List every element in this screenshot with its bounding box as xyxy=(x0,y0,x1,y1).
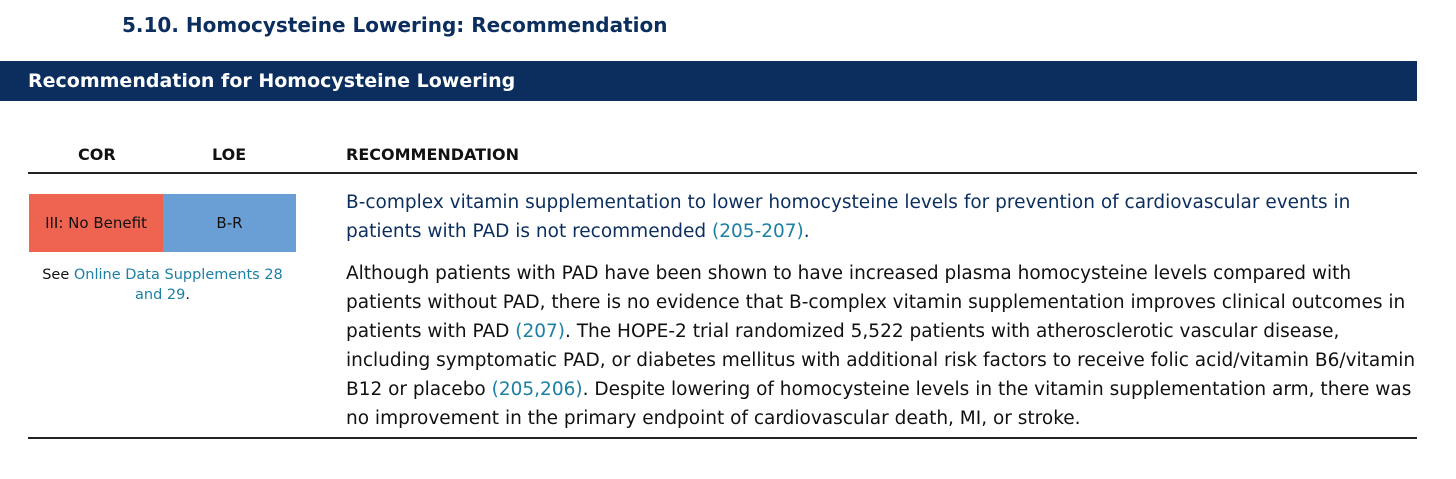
section-title: 5.10. Homocysteine Lowering: Recommendation xyxy=(122,13,668,37)
recommendation-column-header: RECOMMENDATION xyxy=(346,145,520,164)
loe-badge: B-R xyxy=(163,194,296,252)
supportive-text-part1: Although patients with PAD have been shown to have increased plasma homocysteine levels compared with patients without PAD, there is no evidence that B-complex vitamin supplementation improves clinical outcomes in patients with PAD xyxy=(346,263,1406,342)
recommendation-text: B-complex vitamin supplementation to lower homocysteine levels for prevention of cardiovascular events in patients with PAD is not recommended xyxy=(346,192,1351,242)
reference-link-205-207[interactable]: (205-207) xyxy=(712,221,804,242)
data-supplement-link[interactable]: Online Data Supplements 28 and 29 xyxy=(73,267,283,303)
recommendation-end: . xyxy=(803,221,810,242)
supportive-text-part3: . Despite lowering of homocysteine levels in the vitamin supplementation arm, there was no improvement in the primary endpoint of cardiovascular death, MI, or stroke. xyxy=(346,379,1412,429)
cor-column-header: COR xyxy=(78,145,116,164)
supportive-text-part2: . The HOPE-2 trial randomized 5,522 patients with atherosclerotic vascular disease, including symptomatic PAD, or diabetes mellitus with additional risk factors to receive folic acid/vitamin B6/vitamin B12 or placebo xyxy=(346,321,1416,400)
supplement-suffix: . xyxy=(185,287,190,303)
reference-link-207[interactable]: (207) xyxy=(515,321,565,342)
table-bottom-rule xyxy=(28,437,1417,439)
banner-title: Recommendation for Homocysteine Lowering xyxy=(28,70,516,92)
recommendation-banner xyxy=(0,61,1417,101)
reference-link-205-206[interactable]: (205,206) xyxy=(491,379,583,400)
data-supplement-note xyxy=(29,265,296,305)
supplement-prefix: See xyxy=(42,267,74,283)
recommendation-statement xyxy=(346,188,1421,246)
supportive-text xyxy=(346,259,1421,433)
cor-badge: III: No Benefit xyxy=(29,194,163,252)
loe-column-header: LOE xyxy=(212,145,247,164)
table-top-rule xyxy=(28,172,1417,174)
